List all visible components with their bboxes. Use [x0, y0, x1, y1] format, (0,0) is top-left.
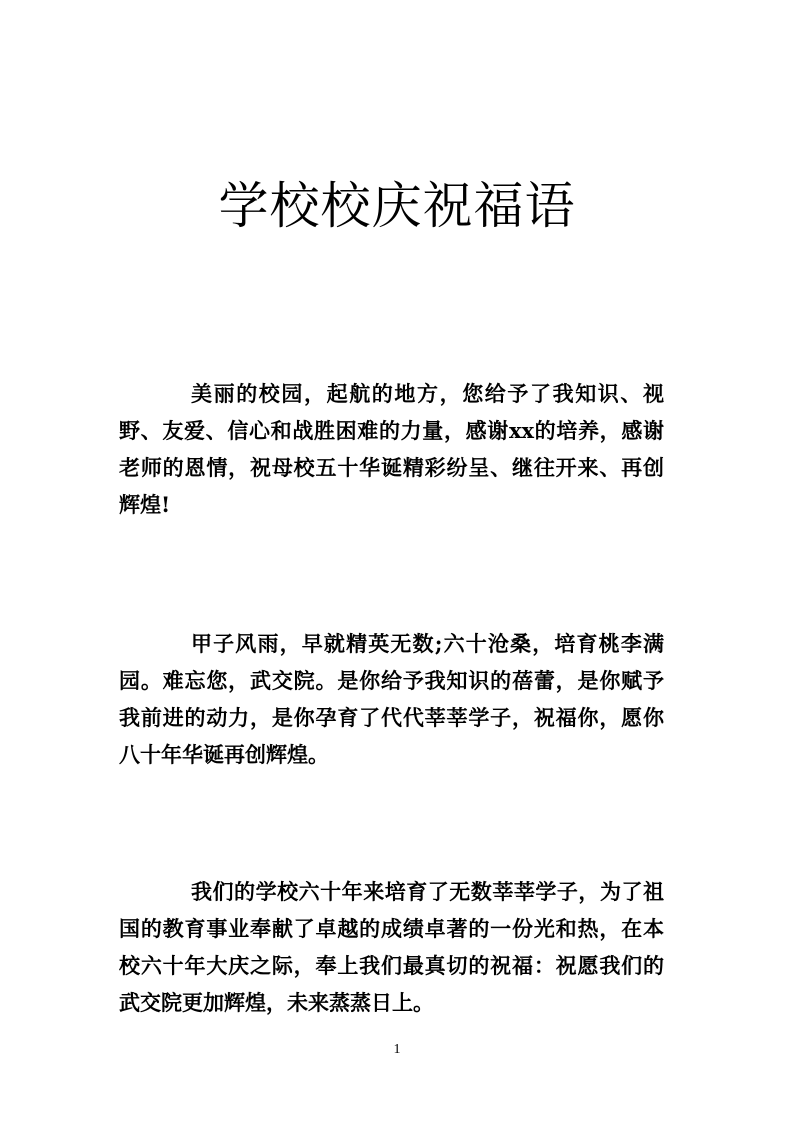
paragraph-1: 美丽的校园，起航的地方，您给予了我知识、视野、友爱、信心和战胜困难的力量，感谢xx的培养，感谢老师的恩情，祝母校五十华诞精彩纷呈、继往开来、再创辉煌! [119, 381, 664, 517]
page-number: 1 [393, 1042, 401, 1057]
paragraph-3: 我们的学校六十年来培育了无数莘莘学子，为了祖国的教育事业奉献了卓越的成绩卓著的一份光和热，在本校六十年大庆之际，奉上我们最真切的祝福：祝愿我们的武交院更加辉煌，未来蒸蒸日上。 [119, 879, 664, 1015]
paragraph-2: 甲子风雨，早就精英无数;六十沧桑，培育桃李满园。难忘您，武交院。是你给予我知识的蓓蕾，是你赋予我前进的动力，是你孕育了代代莘莘学子，祝福你，愿你八十年华诞再创辉煌。 [119, 631, 664, 767]
document-title: 学校校庆祝福语 [218, 176, 576, 235]
